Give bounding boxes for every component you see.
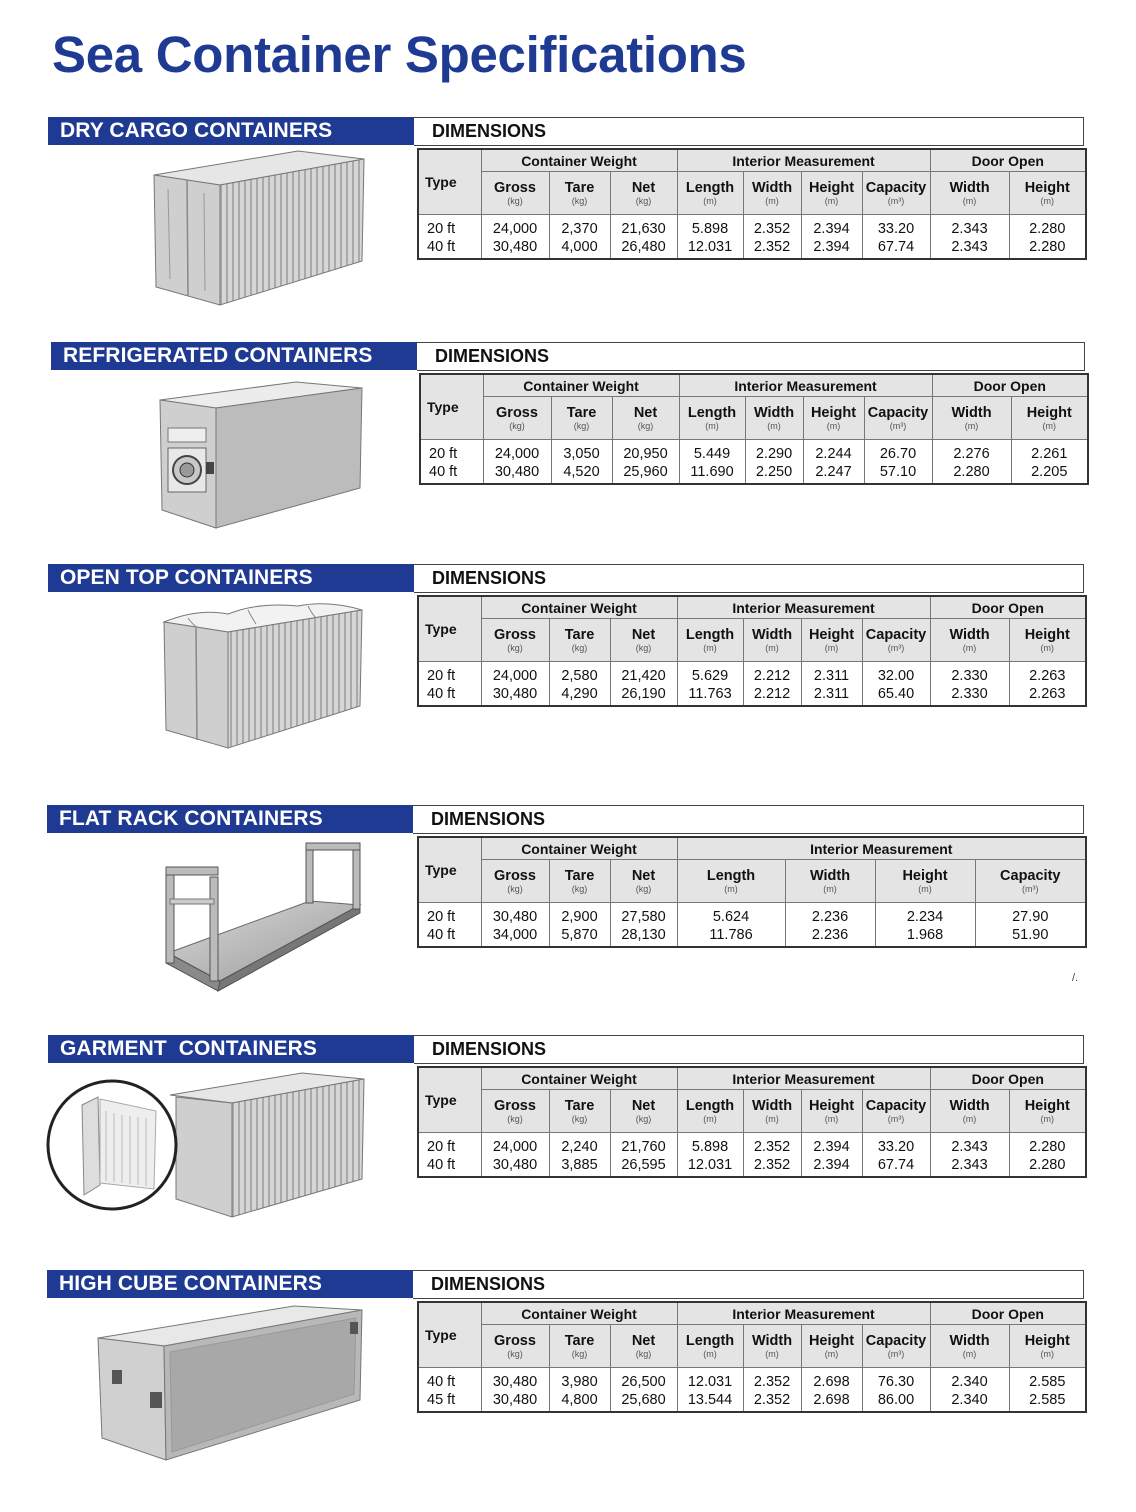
section-title-bar [51, 342, 417, 370]
col-width: Width (m) [785, 860, 875, 903]
stray-mark: /. [1072, 972, 1079, 984]
group-interior-measurement: Interior Measurement [677, 1067, 930, 1090]
table-row: 20 ft 24,000 2,580 21,420 5.629 2.212 2.311 32.00 2.330 2.263 [418, 662, 1086, 686]
section-title: OPEN TOP CONTAINERS [60, 566, 313, 589]
col-net: Net (kg) [610, 860, 677, 903]
flat-rack-container-illustration [160, 841, 368, 993]
col-door-width: Width (m) [930, 619, 1009, 662]
section-title: GARMENT CONTAINERS [60, 1037, 318, 1060]
col-width: Width (m) [743, 1090, 801, 1133]
section-title: REFRIGERATED CONTAINERS [63, 344, 373, 367]
table-row: 40 ft 30,480 4,290 26,190 11.763 2.212 2.311 65.40 2.330 2.263 [418, 685, 1086, 706]
col-tare: Tare (kg) [551, 397, 612, 440]
col-net: Net (kg) [612, 397, 679, 440]
high-cube-container-illustration [94, 1304, 368, 1464]
group-door-open: Door Open [930, 149, 1086, 172]
table-row: 20 ft 24,000 3,050 20,950 5.449 2.290 2.244 26.70 2.276 2.261 [420, 440, 1088, 464]
col-width: Width (m) [745, 397, 803, 440]
col-gross: Gross (kg) [481, 172, 549, 215]
col-type: Type [418, 1067, 481, 1133]
col-height: Height (m) [801, 172, 862, 215]
group-interior-measurement: Interior Measurement [677, 1302, 930, 1325]
col-door-width: Width (m) [930, 1325, 1009, 1368]
col-length: Length (m) [677, 619, 743, 662]
garment-container-illustration [46, 1071, 368, 1221]
dimensions-label: DIMENSIONS [432, 568, 547, 588]
col-door-height: Height (m) [1009, 172, 1086, 215]
dimensions-header [413, 1270, 1084, 1299]
col-length: Length (m) [677, 1325, 743, 1368]
open-top-spec-table [417, 595, 1087, 707]
section-title-bar [47, 805, 413, 833]
col-height: Height (m) [803, 397, 864, 440]
col-net: Net (kg) [610, 1090, 677, 1133]
col-height: Height (m) [801, 619, 862, 662]
refrigerated-container-illustration [156, 380, 368, 532]
col-door-width: Width (m) [930, 172, 1009, 215]
group-container-weight: Container Weight [481, 149, 677, 172]
col-gross: Gross (kg) [481, 1090, 549, 1133]
dimensions-label: DIMENSIONS [432, 121, 547, 141]
group-door-open: Door Open [930, 1067, 1086, 1090]
col-gross: Gross (kg) [483, 397, 551, 440]
high-cube-spec-table [417, 1301, 1087, 1413]
section-title: DRY CARGO CONTAINERS [60, 119, 333, 142]
col-height: Height (m) [875, 860, 975, 903]
col-tare: Tare (kg) [549, 860, 610, 903]
col-tare: Tare (kg) [549, 172, 610, 215]
group-door-open: Door Open [930, 1302, 1086, 1325]
col-length: Length (m) [677, 1090, 743, 1133]
col-capacity: Capacity (m³) [975, 860, 1086, 903]
col-net: Net (kg) [610, 1325, 677, 1368]
section-title-bar [47, 1270, 413, 1298]
table-row: 20 ft 24,000 2,370 21,630 5.898 2.352 2.394 33.20 2.343 2.280 [418, 215, 1086, 239]
col-gross: Gross (kg) [481, 619, 549, 662]
group-interior-measurement: Interior Measurement [679, 374, 932, 397]
garment-spec-table [417, 1066, 1087, 1178]
dry-cargo-container-illustration [148, 149, 370, 309]
col-door-height: Height (m) [1011, 397, 1088, 440]
group-container-weight: Container Weight [481, 1302, 677, 1325]
col-type: Type [418, 149, 481, 215]
col-width: Width (m) [743, 172, 801, 215]
group-container-weight: Container Weight [481, 837, 677, 860]
col-length: Length (m) [677, 860, 785, 903]
col-capacity: Capacity (m³) [862, 172, 930, 215]
group-container-weight: Container Weight [483, 374, 679, 397]
col-door-height: Height (m) [1009, 1090, 1086, 1133]
group-door-open: Door Open [932, 374, 1088, 397]
col-height: Height (m) [801, 1090, 862, 1133]
dimensions-header [414, 117, 1084, 146]
section-title-bar [48, 564, 414, 592]
col-capacity: Capacity (m³) [862, 1090, 930, 1133]
col-width: Width (m) [743, 1325, 801, 1368]
table-row: 40 ft 30,480 3,980 26,500 12.031 2.352 2.698 76.30 2.340 2.585 [418, 1368, 1086, 1392]
dry-cargo-spec-table [417, 148, 1087, 260]
table-row: 20 ft 24,000 2,240 21,760 5.898 2.352 2.394 33.20 2.343 2.280 [418, 1133, 1086, 1157]
col-gross: Gross (kg) [481, 860, 549, 903]
table-row: 40 ft 34,000 5,870 28,130 11.786 2.236 1.968 51.90 [418, 926, 1086, 947]
col-height: Height (m) [801, 1325, 862, 1368]
col-length: Length (m) [679, 397, 745, 440]
col-type: Type [418, 837, 481, 903]
col-net: Net (kg) [610, 172, 677, 215]
col-capacity: Capacity (m³) [864, 397, 932, 440]
group-container-weight: Container Weight [481, 596, 677, 619]
section-title-bar [48, 117, 414, 145]
section-title-bar [48, 1035, 414, 1063]
group-interior-measurement: Interior Measurement [677, 149, 930, 172]
col-door-height: Height (m) [1009, 1325, 1086, 1368]
dimensions-label: DIMENSIONS [431, 809, 546, 829]
table-row: 40 ft 30,480 4,000 26,480 12.031 2.352 2.394 67.74 2.343 2.280 [418, 238, 1086, 259]
col-type: Type [418, 596, 481, 662]
table-row: 45 ft 30,480 4,800 25,680 13.544 2.352 2.698 86.00 2.340 2.585 [418, 1391, 1086, 1412]
table-row: 40 ft 30,480 4,520 25,960 11.690 2.250 2.247 57.10 2.280 2.205 [420, 463, 1088, 484]
page-title: Sea Container Specifications [52, 26, 747, 83]
group-interior-measurement: Interior Measurement [677, 837, 1086, 860]
dimensions-header [417, 342, 1085, 371]
col-type: Type [418, 1302, 481, 1368]
section-title: HIGH CUBE CONTAINERS [59, 1272, 322, 1295]
group-container-weight: Container Weight [481, 1067, 677, 1090]
col-width: Width (m) [743, 619, 801, 662]
table-row: 20 ft 30,480 2,900 27,580 5.624 2.236 2.234 27.90 [418, 903, 1086, 927]
col-length: Length (m) [677, 172, 743, 215]
refrigerated-spec-table [419, 373, 1089, 485]
col-door-width: Width (m) [930, 1090, 1009, 1133]
dimensions-label: DIMENSIONS [432, 1039, 547, 1059]
section-title: FLAT RACK CONTAINERS [59, 807, 323, 830]
col-capacity: Capacity (m³) [862, 619, 930, 662]
col-tare: Tare (kg) [549, 619, 610, 662]
col-door-width: Width (m) [932, 397, 1011, 440]
col-tare: Tare (kg) [549, 1325, 610, 1368]
dimensions-label: DIMENSIONS [435, 346, 550, 366]
group-door-open: Door Open [930, 596, 1086, 619]
col-net: Net (kg) [610, 619, 677, 662]
table-row: 40 ft 30,480 3,885 26,595 12.031 2.352 2.394 67.74 2.343 2.280 [418, 1156, 1086, 1177]
dimensions-header [414, 1035, 1084, 1064]
col-door-height: Height (m) [1009, 619, 1086, 662]
col-type: Type [420, 374, 483, 440]
dimensions-header [414, 564, 1084, 593]
col-capacity: Capacity (m³) [862, 1325, 930, 1368]
dimensions-label: DIMENSIONS [431, 1274, 546, 1294]
group-interior-measurement: Interior Measurement [677, 596, 930, 619]
col-tare: Tare (kg) [549, 1090, 610, 1133]
open-top-container-illustration [158, 602, 368, 750]
dimensions-header [413, 805, 1084, 834]
col-gross: Gross (kg) [481, 1325, 549, 1368]
flat-rack-spec-table [417, 836, 1087, 948]
